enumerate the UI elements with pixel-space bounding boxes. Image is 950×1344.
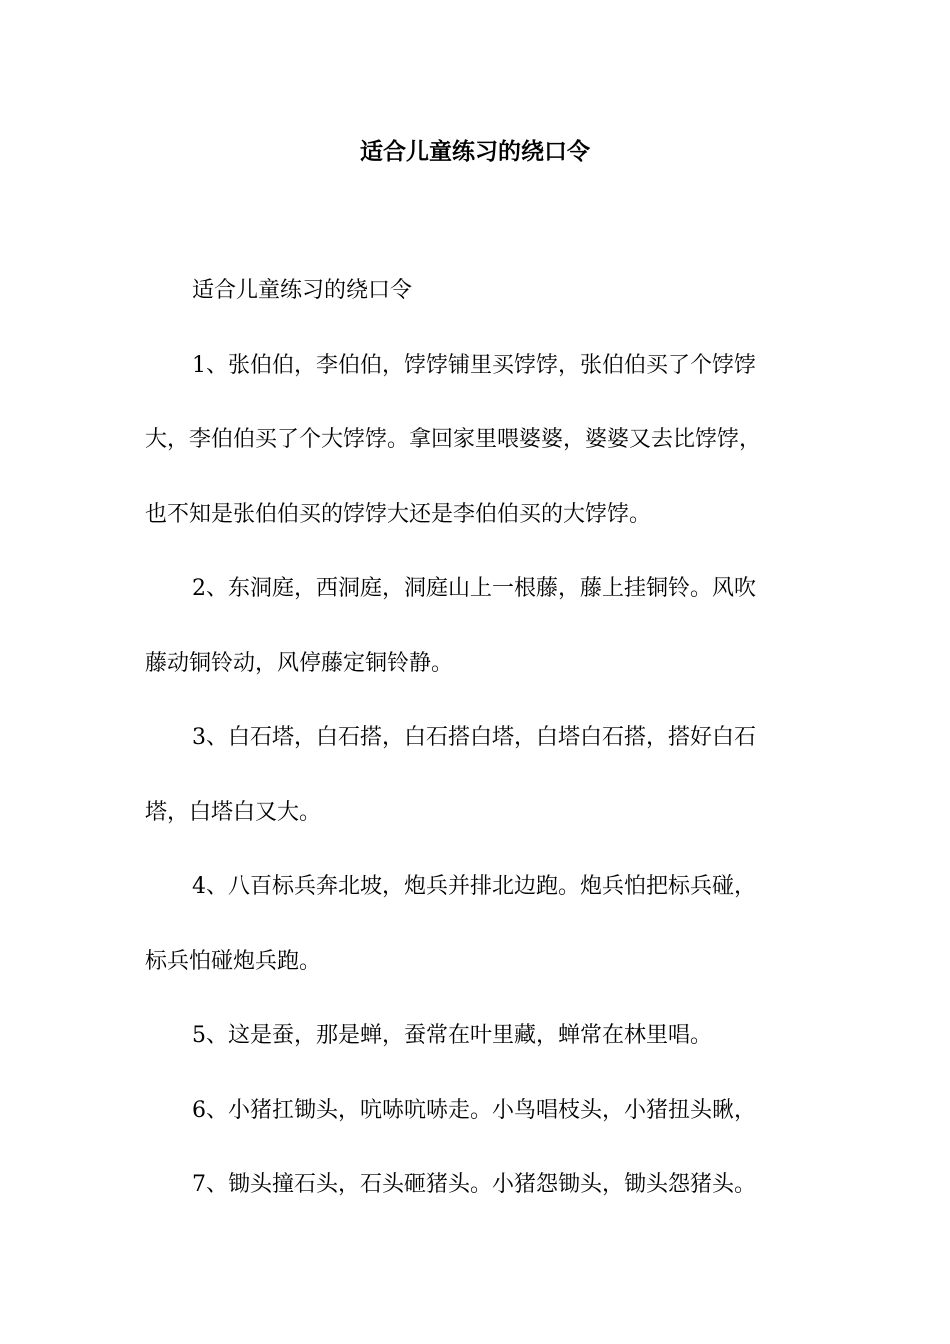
paragraph-line: 3、白石塔，白石搭，白石搭白塔，白塔白石搭，搭好白石	[192, 725, 756, 750]
paragraph-line: 标兵怕碰炮兵跑。	[145, 948, 322, 974]
paragraph-line: 2、东洞庭，西洞庭，洞庭山上一根藤，藤上挂铜铃。风吹	[192, 576, 756, 601]
paragraph-line: 5、这是蚕，那是蝉，蚕常在叶里藏，蝉常在林里唱。	[192, 1023, 712, 1048]
paragraph-line: 塔，白塔白又大。	[145, 799, 322, 825]
paragraph-line: 也不知是张伯伯买的饽饽大还是李伯伯买的大饽饽。	[145, 501, 652, 527]
paragraph-line: 大，李伯伯买了个大饽饽。拿回家里喂婆婆，婆婆又去比饽饽，	[145, 427, 762, 452]
paragraph-line: 1、张伯伯，李伯伯，饽饽铺里买饽饽，张伯伯买了个饽饽	[192, 352, 756, 378]
paragraph-heading: 适合儿童练习的绕口令	[192, 278, 413, 303]
document-title: 适合儿童练习的绕口令	[360, 138, 590, 165]
paragraph-line: 7、锄头撞石头，石头砸猪头。小猪怨锄头，锄头怨猪头。	[192, 1172, 756, 1197]
document-body	[145, 254, 815, 1223]
paragraph-line: 4、八百标兵奔北坡，炮兵并排北边跑。炮兵怕把标兵碰，	[192, 874, 756, 899]
paragraph-line: 藤动铜铃动，风停藤定铜铃静。	[145, 650, 454, 676]
paragraph-line: 6、小猪扛锄头，吭哧吭哧走。小鸟唱枝头，小猪扭头瞅，	[192, 1097, 756, 1123]
